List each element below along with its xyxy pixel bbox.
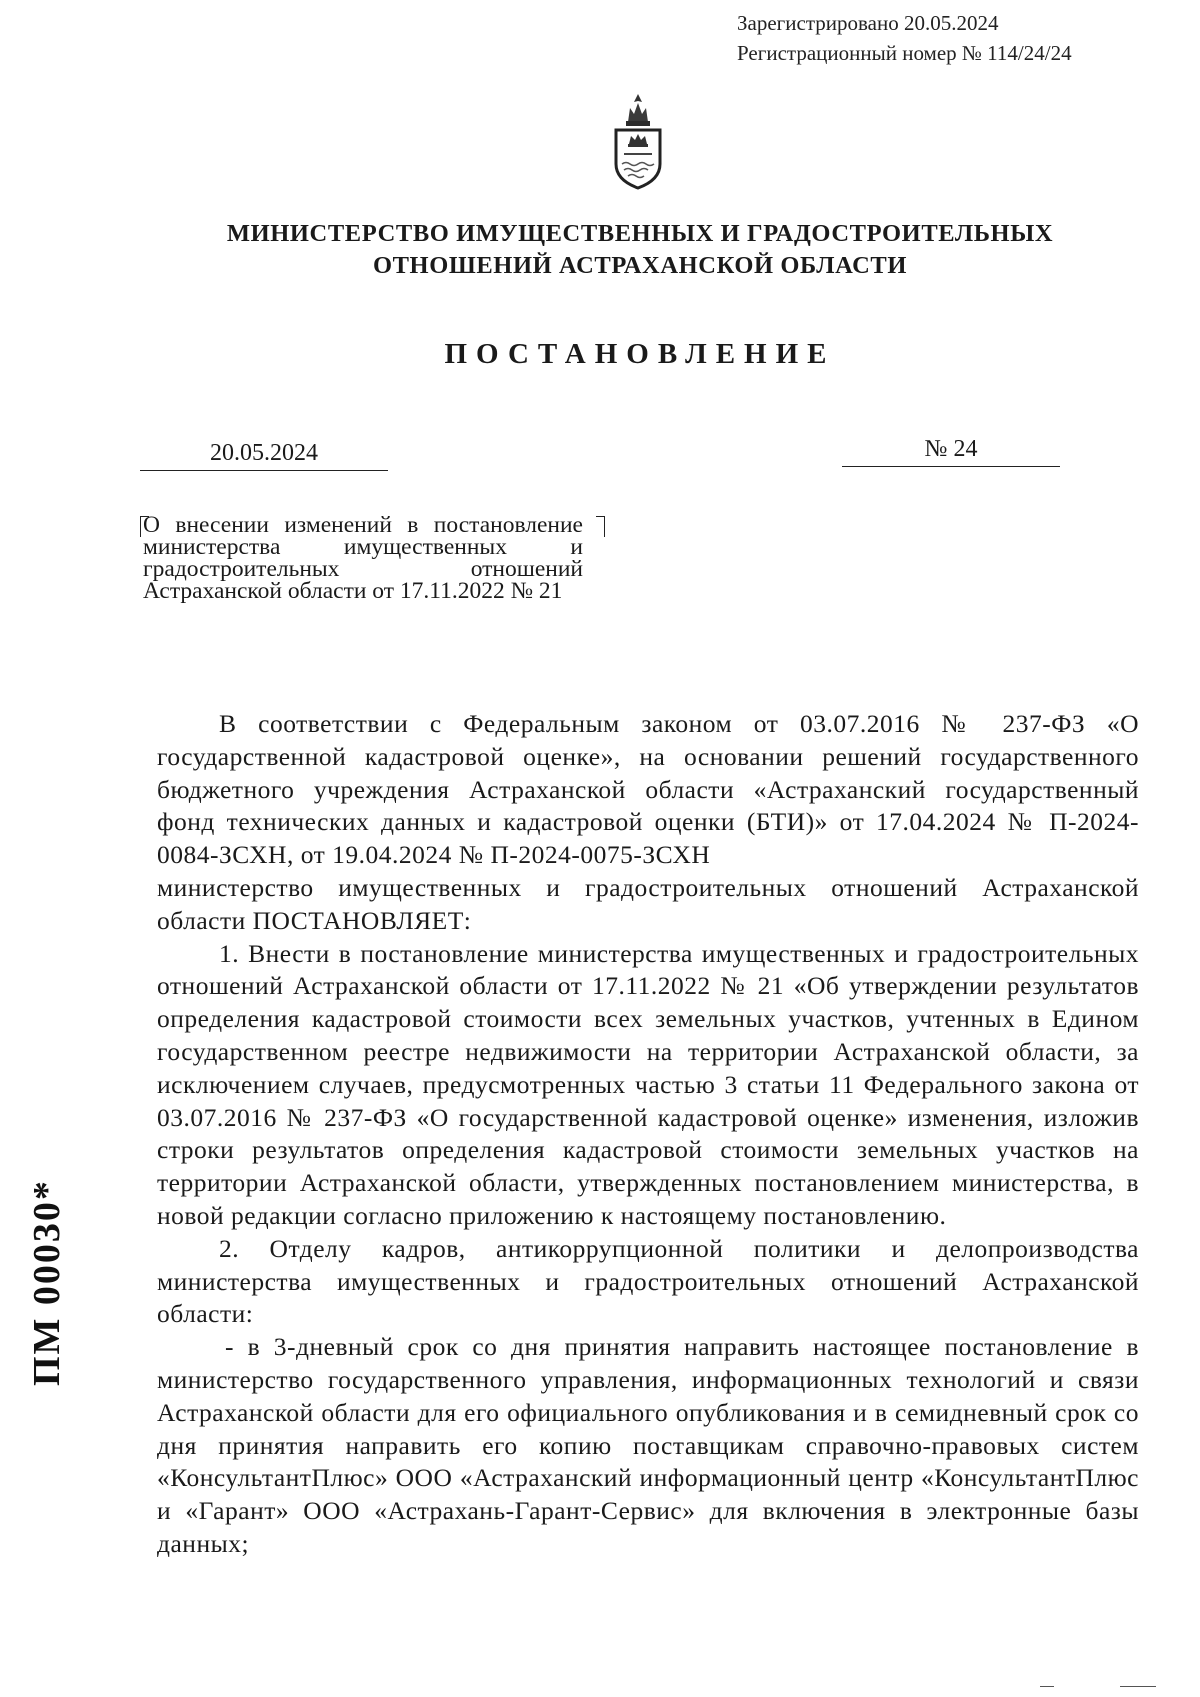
document-number: № 24 — [842, 432, 1060, 467]
ministry-name — [150, 218, 1130, 282]
registration-number: Регистрационный номер № 114/24/24 — [737, 41, 1072, 65]
preamble-resolution: министерство имущественных и градостроительных отношений Астраханской области ПОСТАНОВЛЯЕТ: — [157, 872, 1139, 935]
subject-corner-right — [596, 516, 605, 537]
document-body — [157, 708, 1139, 1561]
document-subject: О внесении изменений в постановление министерства имущественных и градостроительных отношений Астраханской области от 17.11.2022 № 21 — [143, 512, 583, 604]
item-2-bullet-1: - в 3-дневный срок со дня принятия направить настоящее постановление в министерство государственного управления, информационных технологий и связи Астраханской области для его официального опубликования и в семидневный срок со дня принятия направить его копию поставщикам справочно-правовых систем «КонсультантПлюс» ООО «Астраханский информационный центр «КонсультантПлюс и «Гарант» ООО «Астрахань-Гарант-Сервис» для включения в электронные базы данных; — [157, 1332, 1139, 1558]
registration-stamp — [737, 8, 1072, 68]
ministry-name-line-2: ОТНОШЕНИЙ АСТРАХАНСКОЙ ОБЛАСТИ — [372, 252, 908, 279]
ministry-name-line-1: МИНИСТЕРСТВО ИМУЩЕСТВЕННЫХ И ГРАДОСТРОИТЕЛЬНЫХ — [226, 220, 1054, 247]
astrakhan-coat-of-arms-icon — [602, 92, 674, 192]
side-document-code: ПМ 00030* — [26, 1179, 68, 1386]
item-2-paragraph: 2. Отделу кадров, антикоррупционной политики и делопроизводства министерства имущественных и градостроительных отношений Астраханской области: — [157, 1233, 1139, 1329]
document-type: ПОСТАНОВЛЕНИЕ — [444, 338, 836, 370]
page-edge-mark — [1120, 1686, 1156, 1687]
registration-date: Зарегистрировано 20.05.2024 — [737, 11, 999, 35]
page-edge-mark — [1040, 1686, 1054, 1687]
document-date: 20.05.2024 — [140, 436, 388, 471]
item-1-paragraph: 1. Внести в постановление министерства имущественных и градостроительных отношений Астраханской области от 17.11.2022 № 21 «Об утверждении результатов определения кадастровой стоимости всех земельных участков, учтенных в Едином государственном реестре недвижимости на территории Астраханской области, за исключением случаев, предусмотренных частью 3 статьи 11 Федерального закона от 03.07.2016 № 237-ФЗ «О государственной кадастровой оценке» изменения, изложив строки результатов определения кадастровой стоимости земельных участков на территории Астраханской области, утвержденных постановлением министерства, в новой редакции согласно приложению к настоящему постановлению. — [157, 938, 1139, 1230]
preamble-paragraph: В соответствии с Федеральным законом от 03.07.2016 № 237-ФЗ «О государственной кадастровой оценке», на основании решений государственного бюджетного учреждения Астраханской области «Астраханский государственный фонд технических данных и кадастровой оценки (БТИ)» от 17.04.2024 № П-2024-0084-ЗСХН, от 19.04.2024 № П-2024-0075-ЗСХН — [157, 709, 1139, 870]
